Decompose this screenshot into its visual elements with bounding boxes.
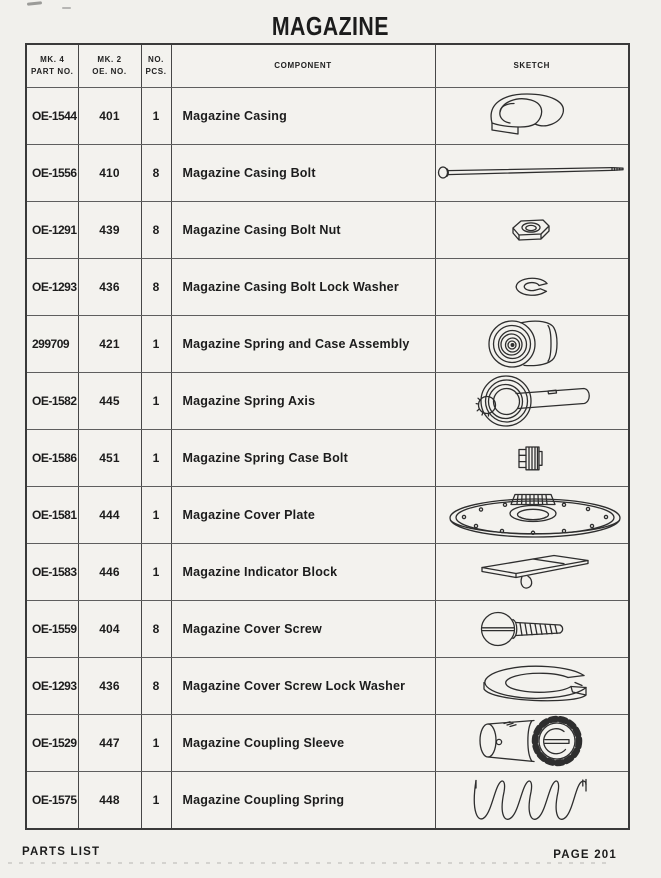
magazine-cover-screw-lock-washer-sketch [436, 658, 628, 714]
part-no-cell: OE-1575 [26, 771, 78, 829]
magazine-casing-bolt-nut-sketch [436, 202, 628, 258]
part-no-cell: OE-1293 [26, 657, 78, 714]
sketch-cell [435, 600, 629, 657]
table-row [26, 144, 629, 201]
footer-page-number: PAGE 201 [553, 849, 617, 861]
table-row [26, 429, 629, 486]
sketch-cell [435, 771, 629, 829]
table-row [26, 87, 629, 144]
part-no-cell: OE-1559 [26, 600, 78, 657]
scan-artifact-line [8, 862, 608, 864]
table-row [26, 315, 629, 372]
footer-parts-list-label: PARTS LIST [22, 846, 101, 858]
part-no-cell: OE-1582 [26, 372, 78, 429]
component-cell: Magazine Casing [171, 87, 435, 144]
pcs-cell: 1 [141, 543, 171, 600]
pcs-cell: 8 [141, 258, 171, 315]
pcs-cell: 8 [141, 657, 171, 714]
oe-no-cell: 404 [78, 600, 141, 657]
header-line: PCS. [145, 66, 167, 76]
oe-no-cell: 447 [78, 714, 141, 771]
magazine-casing-sketch [436, 88, 628, 144]
part-no-cell: OE-1293 [26, 258, 78, 315]
header-line: MK. 4 [40, 54, 65, 64]
pcs-cell: 1 [141, 714, 171, 771]
oe-no-cell: 446 [78, 543, 141, 600]
oe-no-cell: 451 [78, 429, 141, 486]
oe-no-cell: 444 [78, 486, 141, 543]
oe-no-cell: 439 [78, 201, 141, 258]
scan-speck [62, 7, 71, 9]
part-no-cell: OE-1586 [26, 429, 78, 486]
col-header-no-pcs [141, 44, 171, 87]
component-cell: Magazine Spring Case Bolt [171, 429, 435, 486]
component-cell: Magazine Coupling Sleeve [171, 714, 435, 771]
scan-speck [27, 1, 42, 6]
magazine-indicator-block-sketch [436, 544, 628, 600]
table-row [26, 201, 629, 258]
table-row [26, 543, 629, 600]
pcs-cell: 8 [141, 144, 171, 201]
pcs-cell: 1 [141, 429, 171, 486]
oe-no-cell: 448 [78, 771, 141, 829]
part-no-cell: 299709 [26, 315, 78, 372]
magazine-casing-bolt-sketch [436, 145, 628, 201]
page-title: MAGAZINE [271, 11, 389, 41]
component-cell: Magazine Cover Screw Lock Washer [171, 657, 435, 714]
col-header-component: COMPONENT [171, 44, 435, 87]
component-cell: Magazine Coupling Spring [171, 771, 435, 829]
table-row [26, 714, 629, 771]
component-cell: Magazine Cover Screw [171, 600, 435, 657]
table-row [26, 372, 629, 429]
sketch-cell [435, 486, 629, 543]
oe-no-cell: 410 [78, 144, 141, 201]
oe-no-cell: 445 [78, 372, 141, 429]
pcs-cell: 1 [141, 486, 171, 543]
magazine-cover-plate-sketch [436, 487, 628, 543]
oe-no-cell: 436 [78, 258, 141, 315]
table-header-row [26, 44, 629, 87]
magazine-spring-and-case-assembly-sketch [436, 316, 628, 372]
pcs-cell: 1 [141, 771, 171, 829]
table-row [26, 771, 629, 829]
sketch-cell [435, 201, 629, 258]
component-cell: Magazine Spring Axis [171, 372, 435, 429]
part-no-cell: OE-1529 [26, 714, 78, 771]
oe-no-cell: 421 [78, 315, 141, 372]
pcs-cell: 8 [141, 600, 171, 657]
component-cell: Magazine Cover Plate [171, 486, 435, 543]
component-cell: Magazine Casing Bolt Nut [171, 201, 435, 258]
col-header-sketch: SKETCH [435, 44, 629, 87]
part-no-cell: OE-1291 [26, 201, 78, 258]
oe-no-cell: 401 [78, 87, 141, 144]
magazine-cover-screw-sketch [436, 601, 628, 657]
header-line: OE. NO. [92, 66, 127, 76]
component-cell: Magazine Casing Bolt [171, 144, 435, 201]
part-no-cell: OE-1581 [26, 486, 78, 543]
col-header-mk4-part-no [26, 44, 78, 87]
table-row [26, 258, 629, 315]
magazine-spring-case-bolt-sketch [436, 430, 628, 486]
sketch-cell [435, 87, 629, 144]
sketch-cell [435, 543, 629, 600]
magazine-casing-bolt-lock-washer-sketch [436, 259, 628, 315]
part-no-cell: OE-1583 [26, 543, 78, 600]
header-line: PART NO. [31, 66, 74, 76]
header-line: MK. 2 [97, 54, 122, 64]
col-header-mk2-oe-no [78, 44, 141, 87]
table-row [26, 486, 629, 543]
sketch-cell [435, 144, 629, 201]
pcs-cell: 1 [141, 87, 171, 144]
component-cell: Magazine Spring and Case Assembly [171, 315, 435, 372]
sketch-cell [435, 714, 629, 771]
magazine-spring-axis-sketch [436, 373, 628, 429]
parts-table [25, 43, 630, 830]
magazine-coupling-spring-sketch [436, 772, 628, 828]
sketch-cell [435, 657, 629, 714]
pcs-cell: 1 [141, 372, 171, 429]
sketch-cell [435, 429, 629, 486]
table-row [26, 600, 629, 657]
table-row [26, 657, 629, 714]
header-line: NO. [147, 54, 165, 64]
part-no-cell: OE-1556 [26, 144, 78, 201]
sketch-cell [435, 315, 629, 372]
magazine-coupling-sleeve-sketch [436, 715, 628, 771]
sketch-cell [435, 258, 629, 315]
oe-no-cell: 436 [78, 657, 141, 714]
sketch-cell [435, 372, 629, 429]
pcs-cell: 1 [141, 315, 171, 372]
component-cell: Magazine Casing Bolt Lock Washer [171, 258, 435, 315]
part-no-cell: OE-1544 [26, 87, 78, 144]
pcs-cell: 8 [141, 201, 171, 258]
component-cell: Magazine Indicator Block [171, 543, 435, 600]
